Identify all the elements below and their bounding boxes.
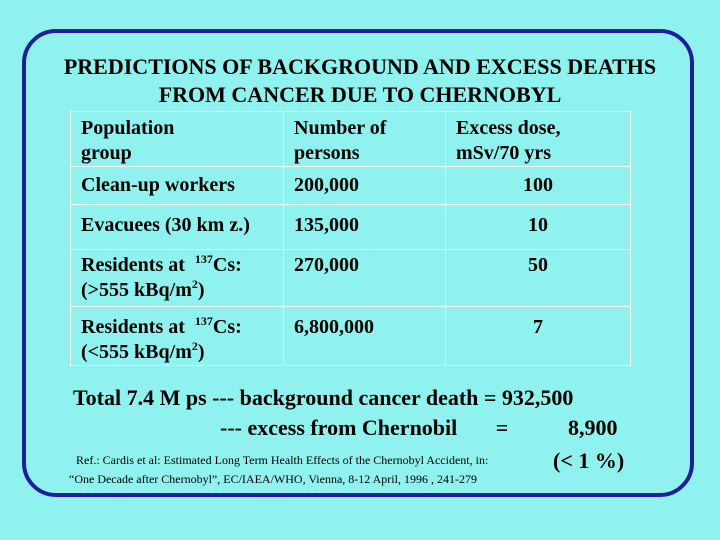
total-background-line: Total 7.4 M ps --- background cancer death = 932,500: [73, 385, 574, 410]
cell-persons: 270,000: [284, 250, 446, 307]
cell-group: Evacuees (30 km z.): [71, 205, 284, 250]
cell-dose: 10: [446, 205, 631, 250]
header-text: Population: [81, 117, 175, 139]
cell-group: Clean-up workers: [71, 167, 284, 205]
unit-exponent: 2: [191, 277, 198, 291]
header-text: Number of: [294, 117, 387, 139]
table-row: [71, 307, 631, 366]
cell-dose: 50: [446, 250, 631, 307]
excess-value: 8,900: [568, 415, 618, 440]
cell-dose: 100: [446, 167, 631, 205]
cell-dose: 7: [446, 307, 631, 366]
table-row: [71, 167, 631, 205]
table-header-row: [71, 112, 631, 167]
isotope-symbol: Cs:: [212, 316, 242, 338]
cell-group: [71, 307, 284, 366]
group-line1: [81, 253, 273, 278]
cell-group: [71, 250, 284, 307]
group-text: (>555 kBq/m: [81, 279, 192, 301]
isotope-symbol: Cs:: [212, 254, 242, 276]
excess-line: [220, 414, 508, 442]
header-text: group: [81, 142, 132, 164]
predictions-table: [70, 111, 631, 366]
cell-persons: 135,000: [284, 205, 446, 250]
cell-persons: 200,000: [284, 167, 446, 205]
header-excess-dose: [446, 112, 631, 167]
cell-persons: 6,800,000: [284, 307, 446, 366]
header-number-of-persons: [284, 112, 446, 167]
group-text: ): [197, 279, 205, 301]
group-text: Residents at: [81, 316, 185, 338]
unit-exponent: 2: [191, 339, 198, 353]
header-text: persons: [294, 142, 360, 164]
group-line2: [81, 340, 273, 365]
excess-percent: (< 1 %): [553, 448, 625, 473]
header-text: Excess dose,: [456, 117, 561, 139]
group-line2: [81, 278, 273, 303]
header-text: mSv/70 yrs: [456, 142, 551, 164]
reference-line1: Ref.: Cardis et al: Estimated Long Term Health Effects of the Chernobyl Accident, in:: [76, 453, 489, 467]
excess-equals: =: [495, 415, 509, 440]
reference-line2: “One Decade after Chernobyl”, EC/IAEA/WHO, Vienna, 8-12 April, 1996 , 241-279: [69, 472, 477, 486]
isotope-mass-number: 137: [194, 252, 213, 266]
slide-title-line1: PREDICTIONS OF BACKGROUND AND EXCESS DEATHS: [63, 54, 657, 79]
isotope-mass-number: 137: [194, 314, 213, 328]
table-row: [71, 205, 631, 250]
slide-title-line2: FROM CANCER DUE TO CHERNOBYL: [158, 82, 562, 107]
table-row: [71, 250, 631, 307]
group-text: Residents at: [81, 254, 185, 276]
group-line1: [81, 315, 273, 340]
group-text: ): [197, 341, 205, 363]
group-text: (<555 kBq/m: [81, 341, 192, 363]
header-population-group: [71, 112, 284, 167]
excess-label: --- excess from Chernobil: [220, 415, 458, 440]
